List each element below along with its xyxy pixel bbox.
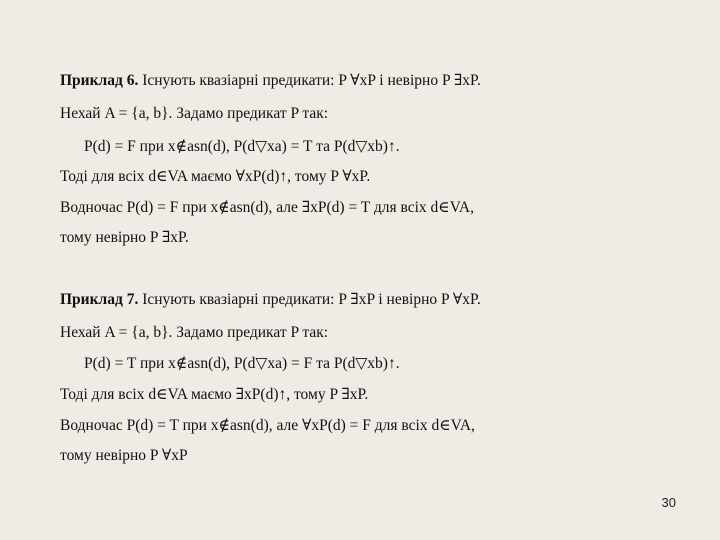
example6-line3: P(d) = F при x∉asn(d), P(d▽xa) = T та P(d▽xb)↑. bbox=[84, 138, 400, 155]
example7-line5: Водночас P(d) = T при x∉asn(d), але ∀xP(d) = F для всіх d∈VA, bbox=[60, 417, 475, 434]
page-number: 30 bbox=[661, 495, 676, 510]
example7-line3: P(d) = T при x∉asn(d), P(d▽xa) = F та P(d▽xb)↑. bbox=[84, 355, 400, 372]
example7-line1 bbox=[60, 290, 481, 310]
example7-line2: Нехай A = {a, b}. Задамо предикат P так: bbox=[60, 324, 329, 341]
example6-statement: Існують квазіарні предикати: P ∀xP і невірно P ∃xP. bbox=[138, 72, 481, 89]
example6-title: Приклад 6. bbox=[60, 72, 139, 89]
example6-line4: Тоді для всіх d∈VA маємо ∀xP(d)↑, тому P ∀xP. bbox=[60, 168, 371, 185]
example6-line1 bbox=[60, 71, 481, 91]
example7-line4: Тоді для всіх d∈VA маємо ∃xP(d)↑, тому P ∃xP. bbox=[60, 386, 369, 403]
example6-line6: тому невірно P ∃xP. bbox=[60, 229, 189, 246]
example7-statement: Існують квазіарні предикати: P ∃xP і невірно P ∀xP. bbox=[138, 291, 481, 308]
example7-line6: тому невірно P ∀xP bbox=[60, 447, 188, 464]
example6-line5: Водночас P(d) = F при x∉asn(d), але ∃xP(d) = T для всіх d∈VA, bbox=[60, 199, 474, 216]
example6-line2: Нехай A = {a, b}. Задамо предикат P так: bbox=[60, 105, 329, 122]
example7-title: Приклад 7. bbox=[60, 291, 139, 308]
